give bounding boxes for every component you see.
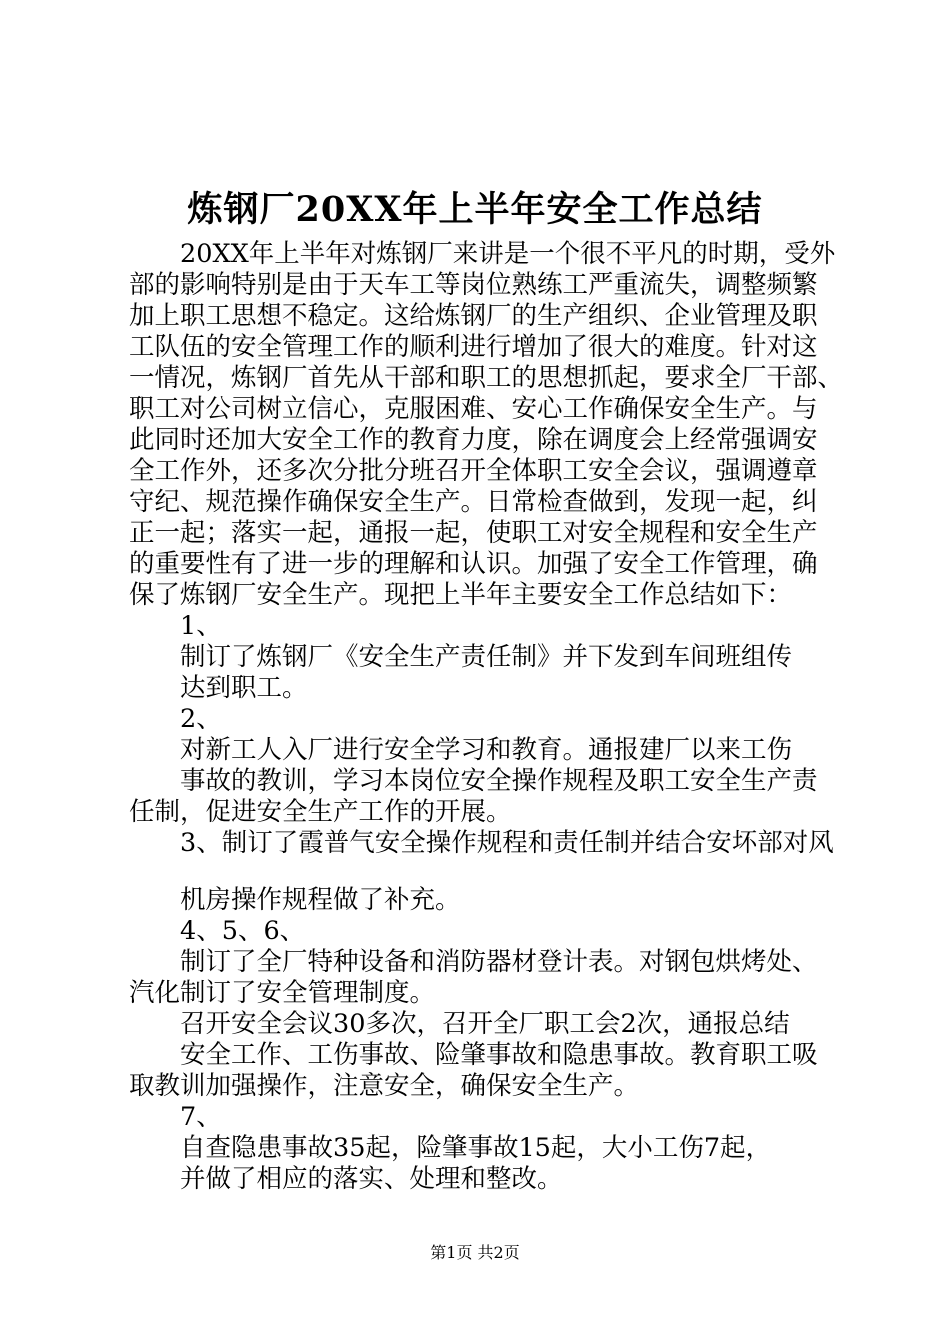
body-line: 全工作外，还多次分批分班召开全体职工安全会议，强调遵章 (129, 456, 818, 486)
body-line: 3、制订了霞普气安全操作规程和责任制并结合安坏部对风 (180, 828, 834, 858)
body-line: 加上职工思想不稳定。这给炼钢厂的生产组织、企业管理及职 (129, 301, 818, 331)
body-line: 取教训加强操作，注意安全，确保安全生产。 (129, 1071, 640, 1101)
body-line: 汽化制订了安全管理制度。 (129, 978, 436, 1008)
body-line: 守纪、规范操作确保安全生产。日常检查做到，发现一起，纠 (129, 487, 818, 517)
body-line: 召开安全会议30多次，召开全厂职工会2次，通报总结 (180, 1009, 790, 1039)
body-line: 正一起；落实一起，通报一起，使职工对安全规程和安全生产 (129, 518, 818, 548)
body-line: 机房操作规程做了补充。 (180, 885, 461, 915)
list-number: 2、 (180, 704, 222, 734)
body-line: 一情况，炼钢厂首先从干部和职工的思想抓起，要求全厂干部、 (129, 363, 844, 393)
list-number: 7、 (180, 1102, 222, 1132)
body-line: 职工对公司树立信心，克服困难、安心工作确保安全生产。与 (129, 394, 818, 424)
body-line: 自查隐患事故35起，险肇事故15起，大小工伤7起， (180, 1133, 772, 1163)
body-line: 达到职工。 (180, 673, 308, 703)
page-footer: 第1页 共2页 (430, 1243, 520, 1262)
body-line: 此同时还加大安全工作的教育力度，除在调度会上经常强调安 (129, 425, 818, 455)
body-line: 对新工人入厂进行安全学习和教育。通报建厂以来工伤 (180, 735, 793, 765)
body-line: 工队伍的安全管理工作的顺利进行增加了很大的难度。针对这 (129, 332, 818, 362)
body-line: 的重要性有了进一步的理解和认识。加强了安全工作管理，确 (129, 549, 818, 579)
body-line: 制订了炼钢厂《安全生产责任制》并下发到车间班组传 (180, 642, 793, 672)
body-line: 安全工作、工伤事故、险肇事故和隐患事故。教育职工吸 (180, 1040, 818, 1070)
body-line: 事故的教训，学习本岗位安全操作规程及职工安全生产责 (180, 766, 818, 796)
list-number: 1、 (180, 611, 222, 641)
body-line: 20XX年上半年对炼钢厂来讲是一个很不平凡的时期，受外 (180, 239, 836, 269)
document-title: 炼钢厂20XX年上半年安全工作总结 (187, 189, 763, 230)
body-line: 保了炼钢厂安全生产。现把上半年主要安全工作总结如下： (129, 580, 793, 610)
list-number: 4、5、6、 (180, 916, 306, 946)
body-line: 制订了全厂特种设备和消防器材登计表。对钢包烘烤处、 (180, 947, 818, 977)
body-line: 部的影响特别是由于天车工等岗位熟练工严重流失，调整频繁 (129, 270, 818, 300)
body-line: 并做了相应的落实、处理和整改。 (180, 1164, 563, 1194)
body-line: 任制，促进安全生产工作的开展。 (129, 797, 512, 827)
